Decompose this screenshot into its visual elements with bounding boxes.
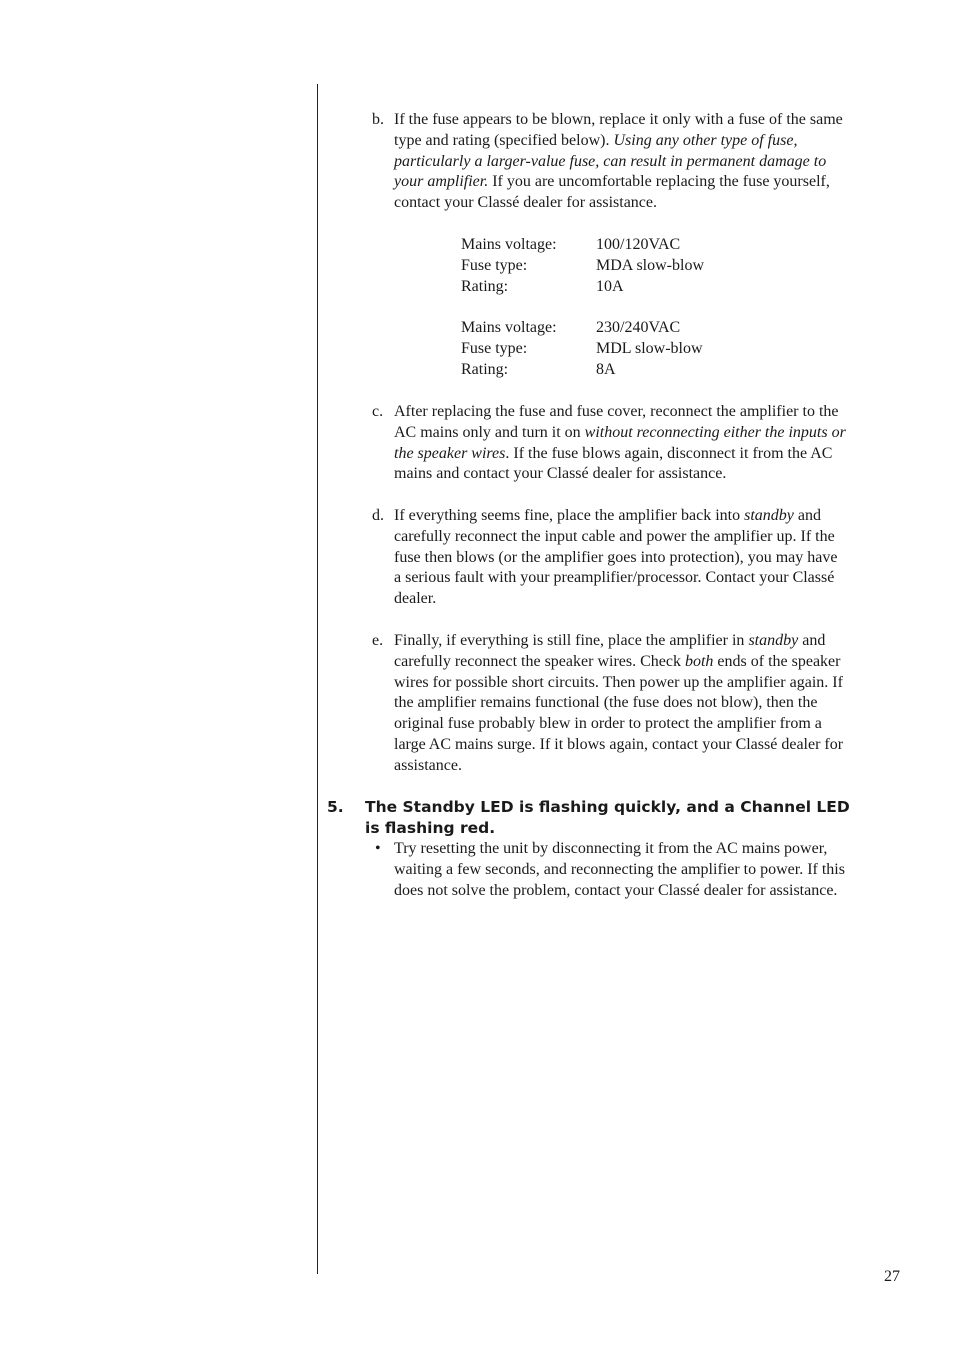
list-item-d [372,506,847,610]
spec-label: Mains voltage: [461,236,557,253]
emphasis-text: without reconnecting either the inputs or the speaker wires [394,423,846,462]
section-heading-text: The Standby LED is flashing quickly, and a Channel LED is flashing red. [365,798,850,837]
page-number: 27 [884,1268,900,1285]
list-marker: e. [372,632,384,649]
text-run: If you are uncomfortable replacing the fuse yourself, contact your Classé dealer for assistance. [394,173,830,212]
section-heading [327,797,867,839]
spec-row-rating [461,360,703,381]
bullet-item [372,839,847,901]
spec-value: 100/120VAC [596,236,681,253]
spec-row-type [461,256,704,277]
spec-row-voltage [461,235,704,256]
spec-label: Fuse type: [461,339,528,357]
spec-row-type [461,339,703,360]
spec-label: Rating: [461,360,509,378]
list-item-text [394,110,847,214]
text-run: Finally, if everything is still fine, place the amplifier in [394,632,749,649]
text-run: . If the fuse blows again, disconnect it from the AC mains and contact your Classé dealer for assistance. [394,444,833,483]
spec-value: 8A [596,360,616,378]
emphasis-text: standby [744,507,794,524]
spec-value: MDA slow-blow [596,256,705,274]
list-item-text [394,506,847,610]
spec-label: Rating: [461,277,509,295]
list-item-text [394,402,847,485]
list-marker: c. [372,403,384,420]
text-run: If the fuse appears to be blown, replace it only with a fuse of the same type and rating (specified below). [394,111,843,149]
spec-value: 10A [596,277,624,295]
list-item-b [372,110,847,214]
spec-row-voltage [461,318,703,339]
spec-label: Fuse type: [461,256,528,274]
spec-label: Mains voltage: [461,319,557,336]
section-number: 5. [327,798,344,816]
fuse-spec-table [461,235,704,297]
fuse-spec-table [461,318,703,380]
list-marker: b. [372,111,384,128]
margin-rule [317,84,318,1274]
text-run: and carefully reconnect the speaker wires. Check [394,632,826,670]
text-run: After replacing the fuse and fuse cover, reconnect the amplifier to the AC mains only and turn it on [394,403,839,441]
emphasis-text: both [684,652,714,670]
spec-value: 230/240VAC [596,319,681,336]
bullet-text: Try resetting the unit by disconnecting it from the AC mains power, waiting a few seconds, and reconnecting the amplifier to power. If this does not solve the problem, contact your Classé dealer for assistance. [394,840,845,899]
bullet-marker: • [375,840,381,857]
emphasis-text: standby [748,632,799,649]
list-item-c [372,402,847,485]
list-item-text [394,631,847,777]
list-item-e [372,631,847,777]
text-run: ends of the speaker wires for possible short circuits. Then power up the amplifier again. If the amplifier remains functional (the fuse does not blow), then the original fuse probably blew in order to protect the amplifier from a large AC mains surge. If it blows again, contact your Classé dealer for assistance. [394,652,844,774]
text-run: and carefully reconnect the input cable and power the amplifier up. If the fuse then blows (or the amplifier goes into protection), you may have a serious fault with your preamplifier/processor. Contact your Classé dealer. [394,507,838,608]
emphasis-text: Using any other type of fuse, particularly a larger-value fuse, can result in permanent damage to your amplifier. [394,131,827,191]
spec-value: MDL slow-blow [596,339,703,357]
text-run: If everything seems fine, place the amplifier back into [394,507,745,524]
list-marker: d. [372,507,384,524]
spec-row-rating [461,277,704,298]
